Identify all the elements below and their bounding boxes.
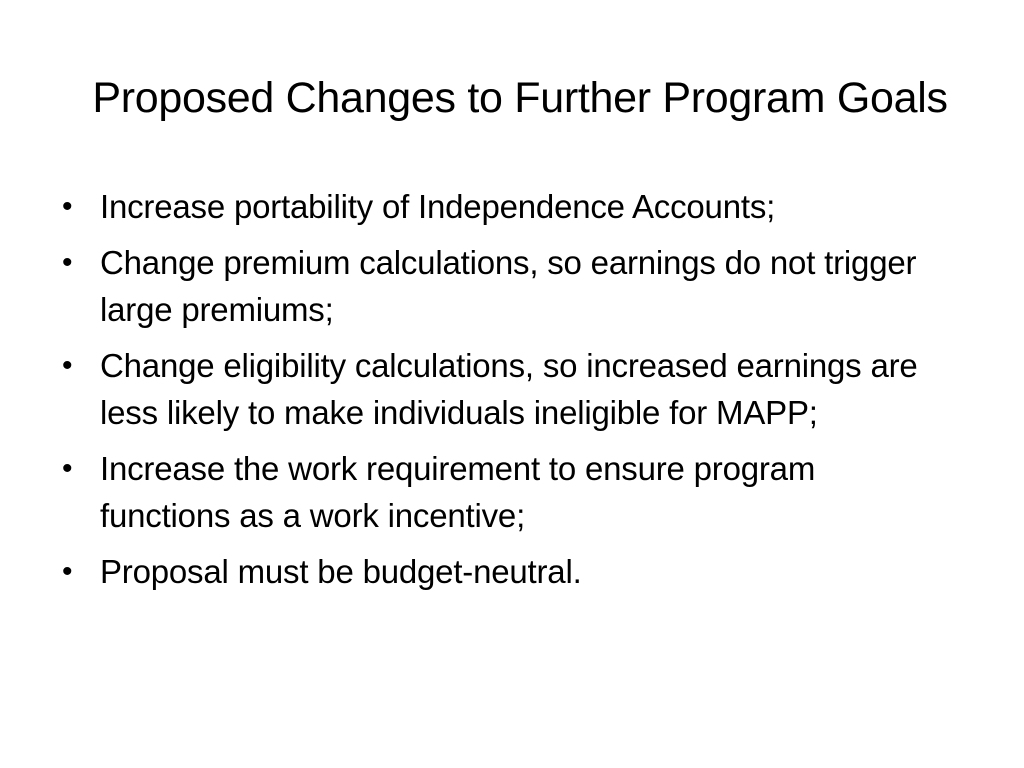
bullet-text: Change eligibility calculations, so increased earnings are less likely to make individuals ineligible for MAPP; (100, 347, 918, 431)
bullet-text: Increase the work requirement to ensure program functions as a work incentive; (100, 450, 816, 534)
bullet-icon: • (62, 246, 73, 279)
bullet-item (62, 239, 980, 333)
slide-title: Proposed Changes to Further Program Goals (92, 74, 948, 122)
bullet-item (62, 183, 982, 230)
bullet-icon: • (62, 555, 73, 588)
bullet-text: Increase portability of Independence Accounts; (100, 188, 776, 225)
bullet-item (62, 548, 982, 595)
bullet-list (62, 183, 982, 604)
bullet-icon: • (62, 349, 73, 382)
bullet-text: Proposal must be budget-neutral. (100, 553, 582, 590)
bullet-icon: • (62, 190, 73, 223)
bullet-text: Change premium calculations, so earnings do not trigger large premiums; (100, 244, 917, 328)
bullet-icon: • (62, 452, 73, 485)
bullet-item (62, 445, 920, 539)
bullet-item (62, 342, 920, 436)
